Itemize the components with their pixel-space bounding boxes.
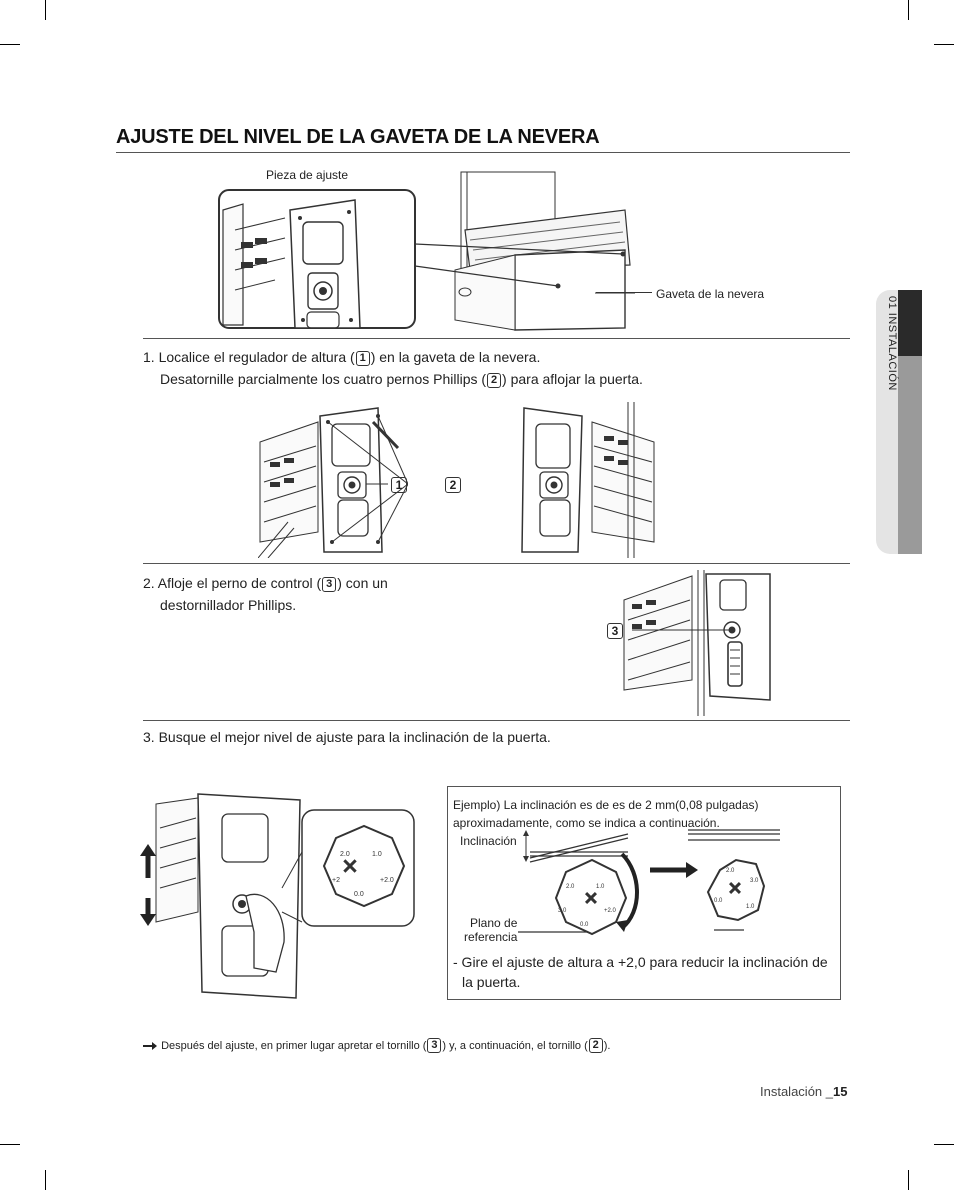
arrow-right-icon (143, 1041, 158, 1051)
callout-number: 1 (356, 351, 370, 366)
callout-2: 2 (445, 477, 461, 493)
figure-step1-left (258, 402, 408, 558)
section-tab-label: 01 INSTALACIÓN (886, 296, 898, 391)
label-reference-plane: Plano de referencia (464, 916, 518, 944)
callout-number: 2 (589, 1038, 603, 1053)
title-rule (116, 152, 850, 153)
crop-mark (934, 44, 954, 45)
step-1-text: 1. Localice el regulador de altura ( 1 ) en la gaveta de la nevera. Desatornille parcialmente los cuatro pernos Phillips ( 2 ) para aflojar la puerta. (143, 349, 643, 387)
svg-text:2.0: 2.0 (566, 884, 575, 890)
callout-number: 3 (322, 577, 336, 592)
crop-mark (908, 0, 909, 20)
step-2-text: 2. Afloje el perno de control ( 3 ) con un destornillador Phillips. (143, 575, 388, 613)
svg-text:2.0: 2.0 (726, 868, 735, 874)
svg-text:0.0: 0.0 (580, 922, 589, 928)
crop-mark (0, 1144, 20, 1145)
callout-number: 3 (427, 1038, 441, 1053)
example-text: Ejemplo) La inclinación es de es de 2 mm(0,08 pulgadas) aproximadamente, como se indica a continuación. (453, 798, 759, 830)
page-title: AJUSTE DEL NIVEL DE LA GAVETA DE LA NEVERA (116, 126, 600, 148)
label-tilt: Inclinación (460, 834, 517, 848)
label-fridge-drawer: Gaveta de la nevera (656, 287, 765, 301)
svg-text:1.0: 1.0 (596, 884, 605, 890)
step-3-text: 3. Busque el mejor nivel de ajuste para la inclinación de la puerta. (143, 729, 551, 745)
svg-text:1.0: 1.0 (746, 904, 755, 910)
section-rule (143, 720, 850, 721)
example-note: - Gire el ajuste de altura a +2,0 para reducir la inclinación de la puerta. (453, 954, 828, 990)
label-adjustment-part: Pieza de ajuste (266, 168, 349, 182)
crop-mark (908, 1170, 909, 1190)
callout-number: 2 (487, 373, 501, 388)
crop-mark (0, 44, 20, 45)
page-footer: Instalación _15 (760, 1084, 848, 1099)
figure-step3-adjust (136, 792, 418, 1002)
leader-line (596, 292, 652, 293)
svg-text:+2: +2 (332, 877, 340, 884)
figure-drawer-overview (215, 170, 635, 335)
svg-text:+2.0: +2.0 (604, 908, 616, 914)
section-rule (143, 338, 850, 339)
callout-1: 1 (391, 477, 407, 493)
figure-step1-right (520, 402, 660, 558)
page-number: 15 (833, 1084, 848, 1099)
svg-text:0.0: 0.0 (714, 898, 723, 904)
svg-text:0.0: 0.0 (354, 891, 364, 898)
figure-step2 (622, 570, 774, 716)
crop-mark (45, 1170, 46, 1190)
crop-mark (934, 1144, 954, 1145)
svg-text:3.0: 3.0 (558, 908, 567, 914)
svg-text:2.0: 2.0 (340, 851, 350, 858)
section-tab (876, 290, 922, 554)
svg-text:1.0: 1.0 (372, 851, 382, 858)
footnote: Después del ajuste, en primer lugar apretar el tornillo ( 3 ) y, a continuación, el tornillo ( 2 ). (143, 1038, 610, 1053)
callout-3: 3 (607, 623, 623, 639)
svg-text:3.0: 3.0 (750, 878, 759, 884)
section-rule (143, 563, 850, 564)
svg-text:+2.0: +2.0 (380, 877, 394, 884)
crop-mark (45, 0, 46, 20)
figure-example-dials (518, 826, 818, 944)
